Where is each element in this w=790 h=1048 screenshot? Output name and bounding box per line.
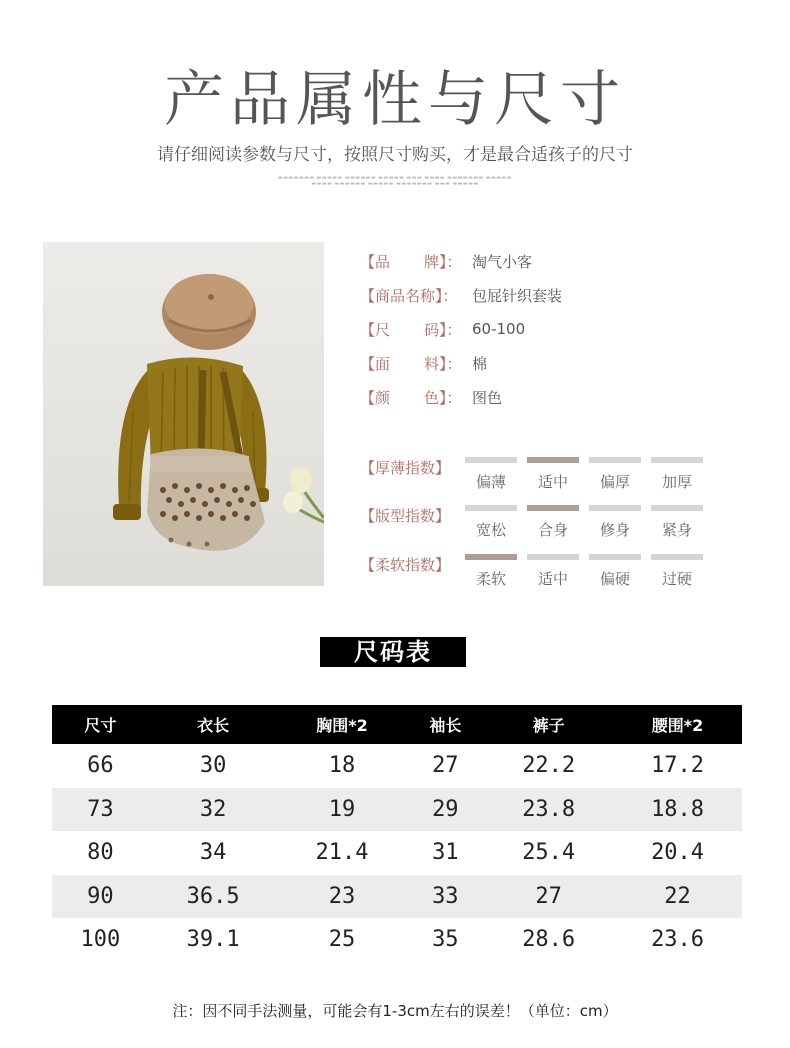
table-cell: 22 (613, 875, 742, 919)
table-cell: 17.2 (651, 753, 705, 779)
attr-label-end: 料】： (424, 354, 462, 373)
attr-value: 棉 (472, 354, 488, 373)
attr-label: 【尺 (360, 320, 391, 339)
table-cell: 25 (328, 927, 356, 953)
table-cell: 25.4 (522, 840, 576, 866)
index-thickness: 【厚薄指数】 偏薄 适中 偏厚 加厚 (360, 457, 740, 497)
table-header-row (52, 705, 742, 744)
table-row (52, 875, 742, 919)
table-header-cell: 腰围*2 (613, 705, 742, 744)
table-cell: 28.6 (522, 927, 576, 953)
index-bar (465, 505, 517, 511)
table-header-cell: 裤子 (484, 705, 613, 744)
table-row (52, 744, 742, 788)
measurement-note: 注：因不同手法测量，可能会有1-3cm左右的误差！（单位：cm） (172, 1002, 618, 1020)
table-cell: 21.4 (315, 840, 369, 866)
index-bar (589, 505, 641, 511)
index-fit: 【版型指数】 宽松 合身 修身 紧身 (360, 505, 740, 545)
table-cell: 36.5 (149, 875, 278, 919)
table-cell: 27 (432, 753, 459, 779)
index-softness: 【柔软指数】 柔软 适中 偏硬 过硬 (360, 554, 740, 594)
index-bar (651, 554, 703, 560)
table-header-cell: 胸围*2 (278, 705, 407, 744)
table-cell: 66 (87, 753, 114, 779)
table-cell: 31 (432, 840, 459, 866)
table-header-cell: 衣长 (149, 705, 278, 744)
attr-fabric (360, 346, 740, 380)
table-cell: 39.1 (186, 927, 240, 953)
attr-value: 淘气小客 (472, 252, 533, 271)
index-bar (651, 457, 703, 463)
index-bar (527, 505, 579, 511)
index-bar (589, 554, 641, 560)
table-row (52, 788, 742, 832)
table-cell: 80 (87, 840, 114, 866)
table-cell: 34 (199, 840, 227, 866)
table-cell: 29 (406, 788, 484, 832)
attr-brand (360, 244, 740, 278)
table-header-cell: 尺寸 (52, 705, 149, 744)
table-cell: 73 (52, 788, 149, 832)
index-label: 【厚薄指数】 (360, 459, 451, 477)
attr-size (360, 312, 740, 346)
product-photo (43, 242, 324, 586)
index-bar (465, 554, 517, 560)
attr-color (360, 380, 740, 414)
table-cell: 23 (278, 875, 407, 919)
attr-value: 60-100 (472, 320, 526, 338)
table-cell: 33 (406, 875, 484, 919)
table-cell: 100 (80, 927, 121, 953)
index-label: 【版型指数】 (360, 507, 451, 525)
attr-product-name (360, 278, 740, 312)
index-bar (589, 457, 641, 463)
table-cell: 18.8 (613, 788, 742, 832)
attr-label: 【商品名称】： (360, 286, 458, 305)
table-row (52, 918, 742, 962)
attr-value: 图色 (472, 388, 503, 407)
table-cell: 27 (484, 875, 613, 919)
product-attributes (360, 244, 740, 414)
page-title: 产品属性与尺寸 (164, 65, 626, 135)
attr-label: 【颜 (360, 388, 391, 407)
attr-label: 【品 (360, 252, 391, 271)
table-cell: 90 (52, 875, 149, 919)
index-bar (527, 457, 579, 463)
table-cell: 23.6 (651, 927, 705, 953)
size-chart-title: 尺码表 (320, 637, 466, 667)
table-header-cell: 袖长 (406, 705, 484, 744)
table-cell: 32 (149, 788, 278, 832)
page-subtitle: 请仔细阅读参数与尺寸，按照尺寸购买，才是最合适孩子的尺寸 (157, 145, 633, 165)
attr-label-end: 码】： (424, 320, 462, 339)
index-bar (527, 554, 579, 560)
size-table (52, 705, 742, 962)
attr-label-end: 色】： (424, 388, 462, 407)
decorative-fine-print: ▬▬▬▬▬▬▬ ▬▬▬▬▬ ▬▬▬▬▬▬ ▬▬▬▬▬ ▬▬▬ ▬▬▬▬ ▬▬▬▬▬▬▬ ▬▬▬▬▬ ▬▬▬▬ ▬▬▬▬▬▬ ▬▬▬▬▬ ▬▬▬▬▬▬▬ ▬▬▬ ▬▬▬▬▬ (277, 175, 513, 187)
table-cell: 18 (328, 753, 356, 779)
attr-label-end: 牌】： (424, 252, 462, 271)
product-illustration (43, 242, 324, 586)
table-row (52, 831, 742, 875)
table-cell: 30 (199, 753, 227, 779)
table-cell: 22.2 (522, 753, 576, 779)
index-bar (465, 457, 517, 463)
table-cell: 23.8 (484, 788, 613, 832)
index-label: 【柔软指数】 (360, 556, 451, 574)
attr-value: 包屁针织套装 (472, 286, 563, 305)
table-cell: 20.4 (651, 840, 705, 866)
index-bar (651, 505, 703, 511)
table-cell: 35 (432, 927, 459, 953)
table-cell: 19 (278, 788, 407, 832)
attr-label: 【面 (360, 354, 391, 373)
